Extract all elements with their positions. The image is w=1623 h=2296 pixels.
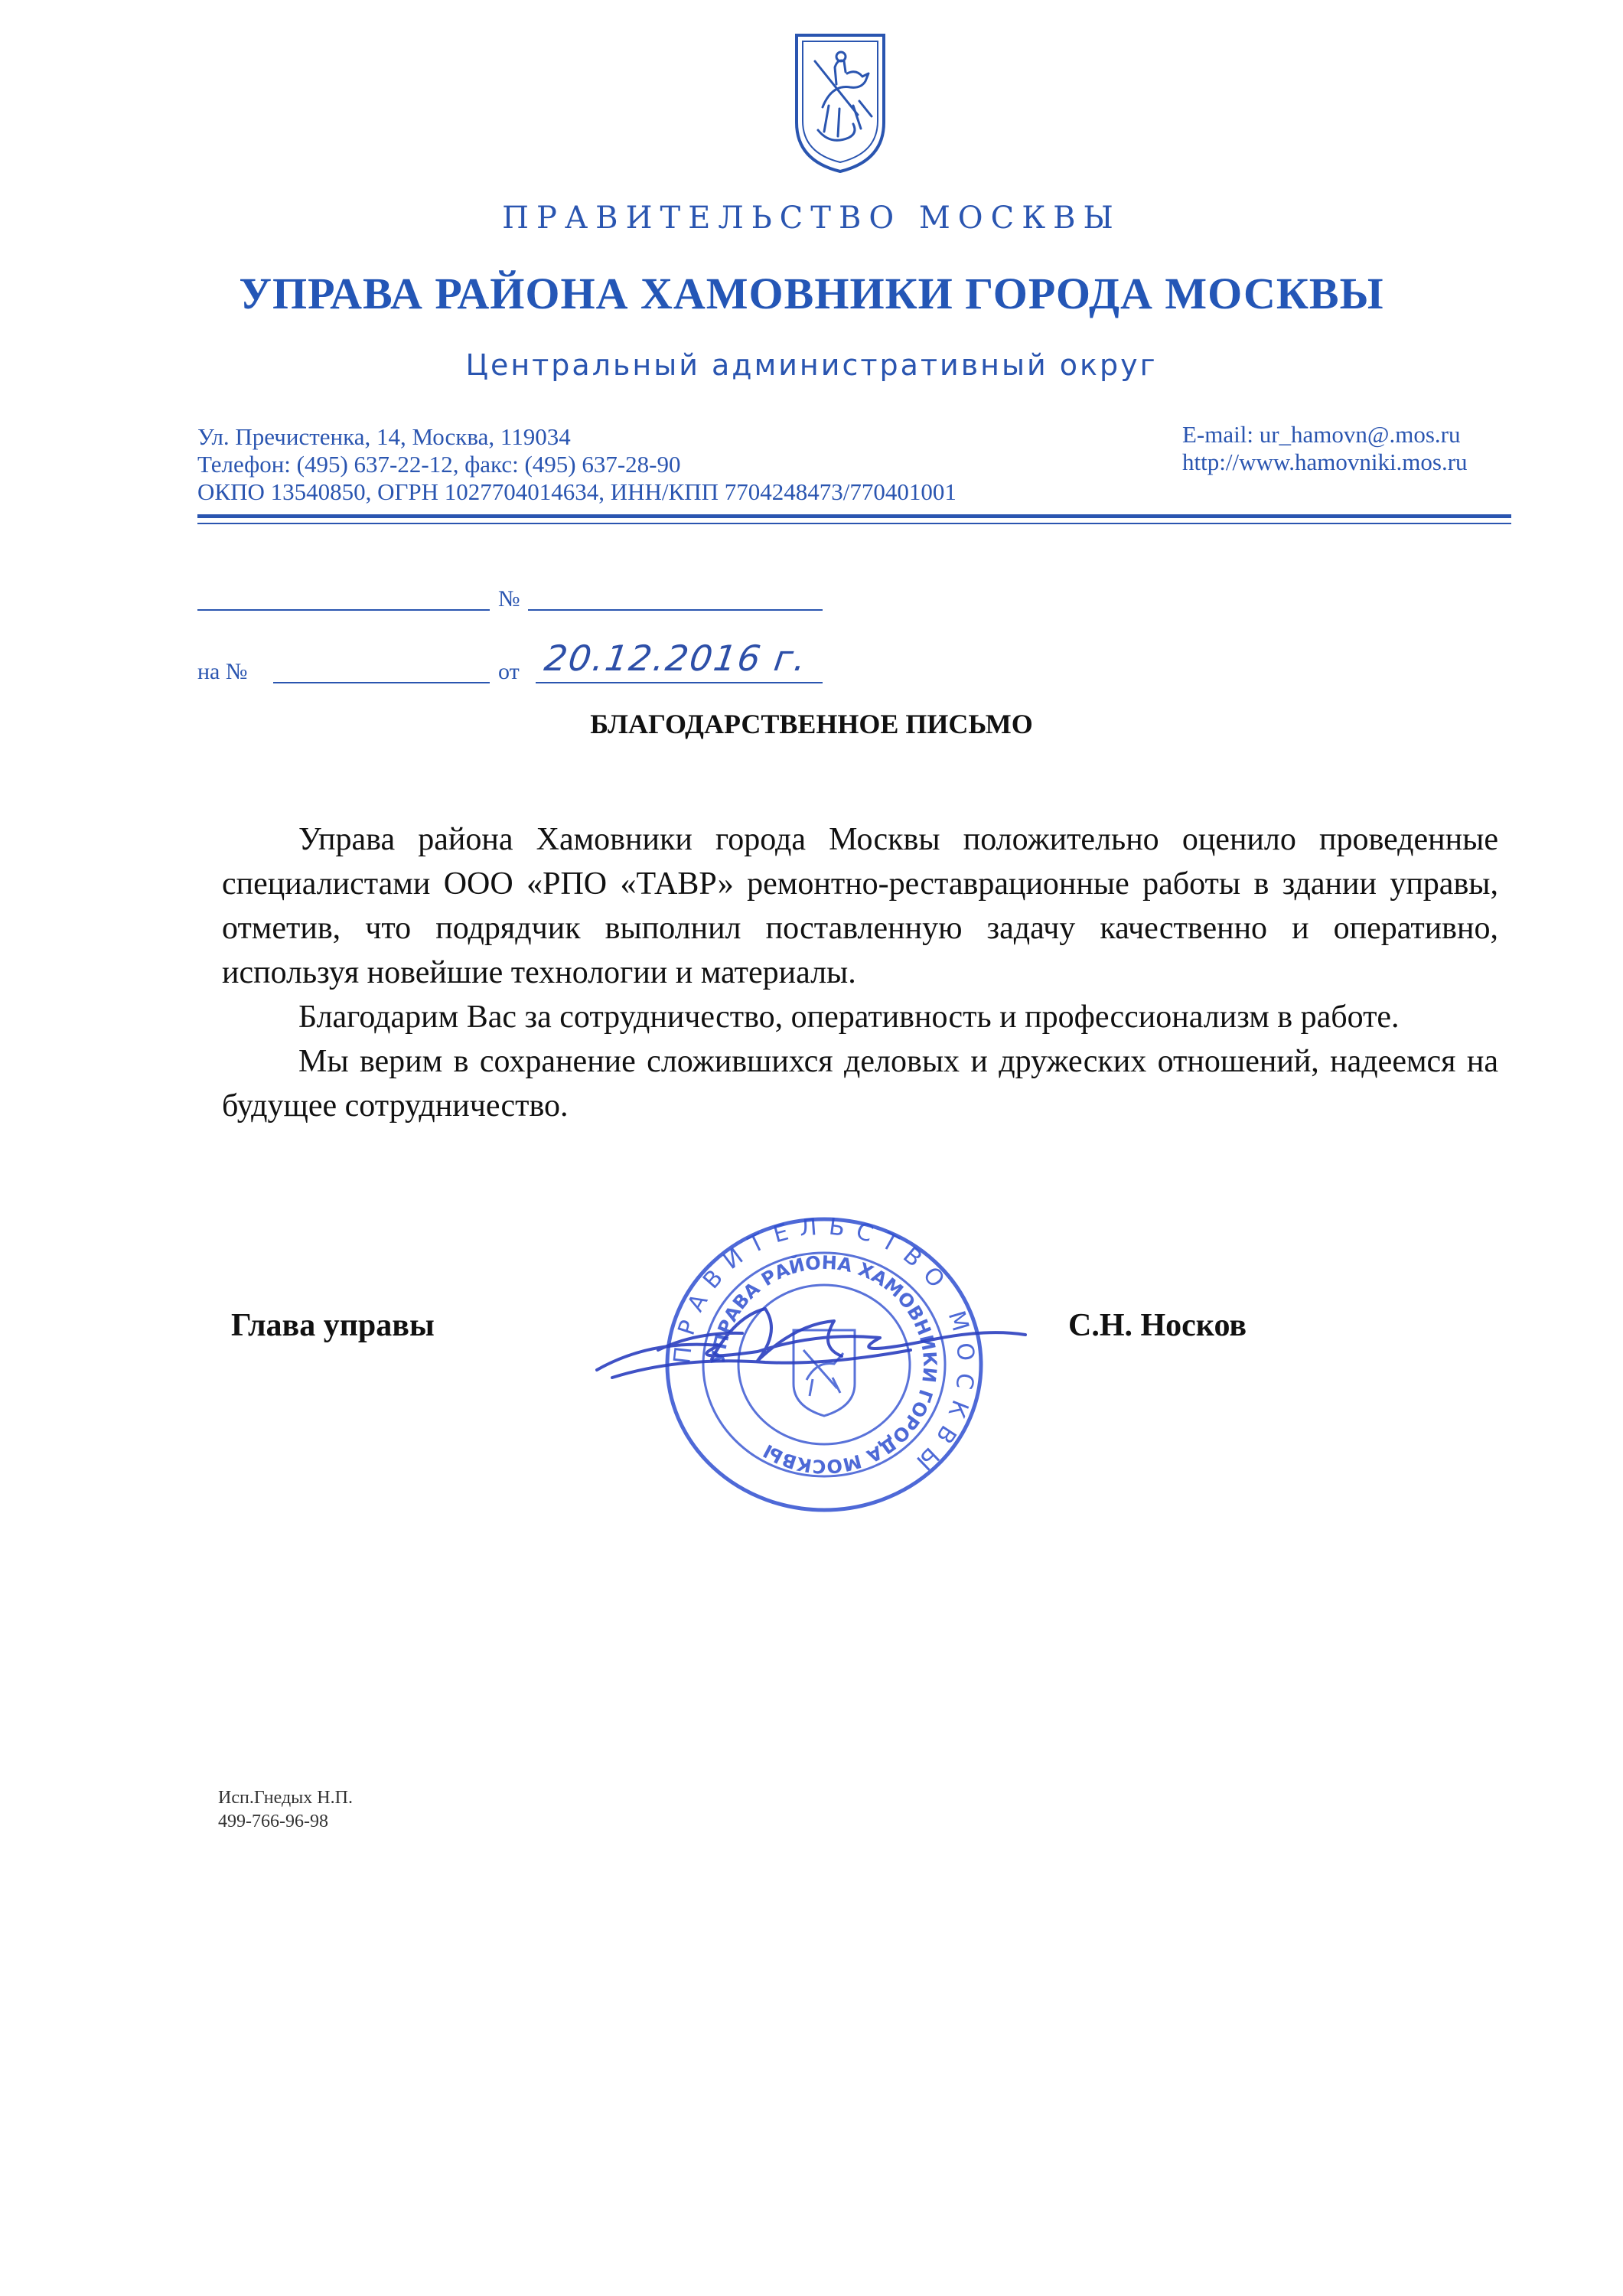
body-paragraph: Управа района Хамовники города Москвы положительно оценило проведенные специалистами ООО «РПО «ТАВР» ремонтно-реставрационные работы в здании управы, отметив, что подрядчик выполнил поставленную задачу качественно и оперативно, используя новейшие технологии и материалы. [222, 822, 1498, 990]
from-label: от [498, 659, 520, 684]
stamp-outer-text: ПРАВИТЕЛЬСТВО МОСКВЫ [669, 1215, 979, 1482]
address-line: Ул. Пречистенка, 14, Москва, 119034 [197, 423, 571, 450]
body-paragraph: Мы верим в сохранение сложившихся деловых и дружеских отношений, надеемся на будущее сотрудничество. [222, 1044, 1498, 1124]
signature [589, 1286, 1033, 1401]
outgoing-number-blank [528, 609, 823, 611]
email-line: E-mail: ur_hamovn@.mos.ru [1182, 421, 1461, 448]
signatory-title: Глава управы [231, 1308, 435, 1343]
letter-heading: БЛАГОДАРСТВЕННОЕ ПИСЬМО [590, 709, 1033, 739]
outgoing-date-blank [197, 609, 490, 611]
body-paragraph: Благодарим Вас за сотрудничество, оперативность и профессионализм в работе. [298, 1000, 1400, 1035]
signatory-name: С.Н. Носков [1068, 1308, 1247, 1343]
reply-number-blank [273, 682, 490, 683]
stamp-inner-text: УПРАВА РАЙОНА ХАМОВНИКИ ГОРОДА МОСКВЫ [707, 1251, 941, 1478]
letter-body [222, 817, 1498, 1128]
handwritten-date: 20.12.2016 г. [542, 638, 810, 679]
phone-line: Телефон: (495) 637-22-12, факс: (495) 637-28-90 [197, 451, 681, 478]
number-label: № [498, 586, 520, 612]
header-divider-thin [197, 523, 1511, 524]
executor-name: Исп.Гнедых Н.П. [218, 1788, 353, 1808]
district-subtitle: Центральный административный округ [465, 348, 1158, 382]
executor-block [218, 1786, 353, 1834]
website-line: http://www.hamovniki.mos.ru [1182, 448, 1468, 475]
moscow-coat-of-arms-icon [792, 31, 888, 176]
reply-to-label: на № [197, 659, 248, 684]
reply-date-blank [536, 682, 823, 683]
executor-phone: 499-766-96-98 [218, 1812, 328, 1831]
registry-ids-line: ОКПО 13540850, ОГРН 1027704014634, ИНН/КПП 7704248473/770401001 [197, 478, 957, 505]
header-divider-thick [197, 514, 1511, 518]
government-title: ПРАВИТЕЛЬСТВО МОСКВЫ [502, 201, 1121, 236]
organization-title: УПРАВА РАЙОНА ХАМОВНИКИ ГОРОДА МОСКВЫ [239, 269, 1384, 318]
contact-block-left [197, 423, 957, 506]
contact-block-right [1182, 421, 1468, 476]
